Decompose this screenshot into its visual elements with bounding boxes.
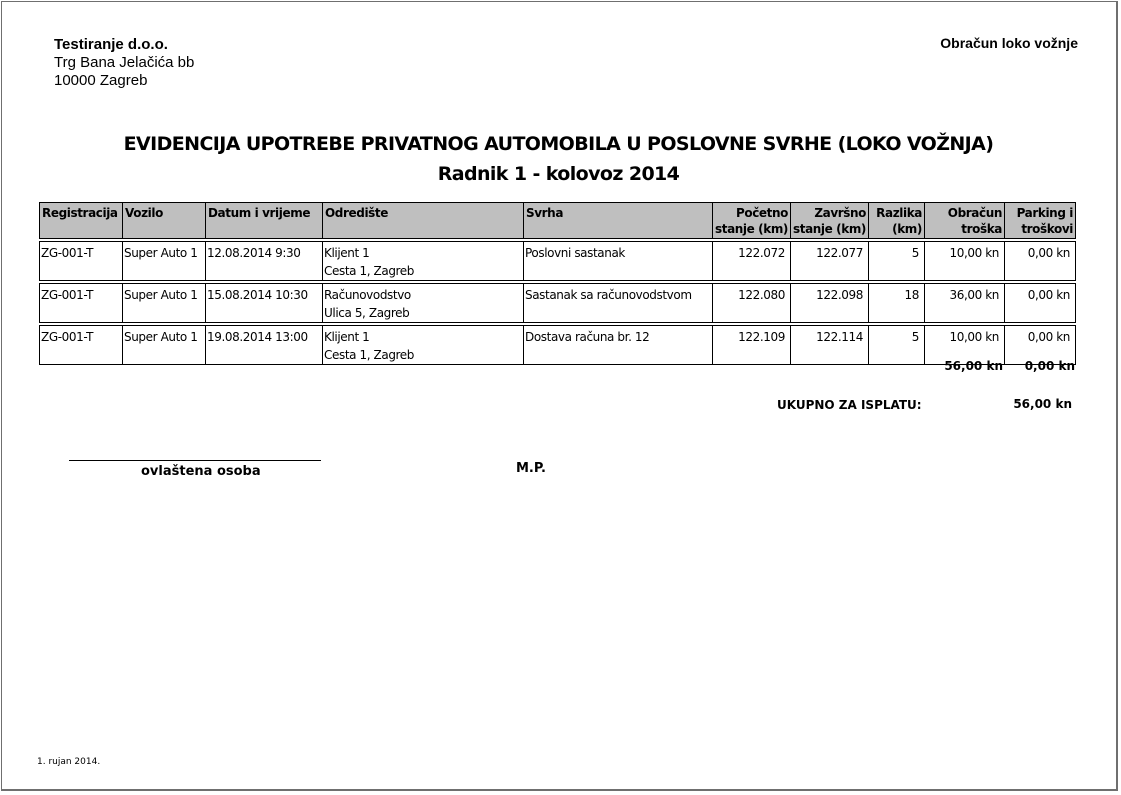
cell-odrediste (322, 325, 523, 365)
payout-label: UKUPNO ZA ISPLATU: (777, 398, 922, 412)
header-razlika-line2: (km) (892, 222, 922, 236)
header-svrha: Svrha (523, 202, 712, 239)
header-parking (1004, 202, 1076, 239)
cell-zavrsno: 122.077 (790, 241, 868, 281)
header-parking-line2: troškovi (1021, 222, 1073, 236)
cell-pocetno: 122.080 (712, 283, 790, 323)
cell-razlika: 5 (868, 325, 924, 365)
header-zavrsno-line1: Završno (814, 206, 866, 220)
cell-vozilo: Super Auto 1 (122, 283, 205, 323)
cell-registracija: ZG-001-T (39, 283, 122, 323)
cell-odrediste-name: Klijent 1 (324, 246, 370, 260)
header-razlika (868, 202, 924, 239)
cell-svrha: Poslovni sastanak (523, 241, 712, 281)
header-pocetno-line2: stanje (km) (715, 222, 789, 236)
cell-razlika: 18 (868, 283, 924, 323)
header-odrediste: Odredište (322, 202, 523, 239)
header-obracun-line1: Obračun (947, 206, 1002, 220)
company-address-line1: Trg Bana Jelačića bb (54, 54, 195, 71)
header-pocetno-line1: Početno (735, 206, 788, 220)
header-zavrsno (790, 202, 868, 239)
cell-registracija: ZG-001-T (39, 325, 122, 365)
total-obracun: 56,00 kn (944, 359, 1003, 373)
document-type: Obračun loko vožnje (940, 35, 1078, 51)
cell-odrediste (322, 241, 523, 281)
table-row (39, 325, 1076, 365)
company-address-line2: 10000 Zagreb (54, 72, 148, 89)
rides-table (39, 202, 1076, 365)
cell-razlika: 5 (868, 241, 924, 281)
company-block (54, 36, 194, 90)
cell-odrediste (322, 283, 523, 323)
header-registracija: Registracija (39, 202, 122, 239)
cell-datum: 19.08.2014 13:00 (205, 325, 322, 365)
header-pocetno (712, 202, 790, 239)
company-name: Testiranje d.o.o. (54, 36, 168, 53)
cell-datum: 15.08.2014 10:30 (205, 283, 322, 323)
report-subtitle: Radnik 1 - kolovoz 2014 (437, 163, 680, 185)
cell-parking: 0,00 kn (1004, 325, 1076, 365)
cell-obracun: 36,00 kn (924, 283, 1004, 323)
footer-date: 1. rujan 2014. (37, 757, 101, 767)
cell-obracun: 10,00 kn (924, 241, 1004, 281)
cell-odrediste-address: Ulica 5, Zagreb (324, 306, 410, 320)
table-row (39, 283, 1076, 323)
header-parking-line1: Parking i (1016, 206, 1073, 220)
cell-parking: 0,00 kn (1004, 283, 1076, 323)
cell-datum: 12.08.2014 9:30 (205, 241, 322, 281)
header-vozilo: Vozilo (122, 202, 205, 239)
cell-odrediste-address: Cesta 1, Zagreb (324, 348, 415, 362)
stamp-label: M.P. (516, 461, 546, 476)
report-title: EVIDENCIJA UPOTREBE PRIVATNOG AUTOMOBILA U POSLOVNE SVRHE (LOKO VOŽNJA) (123, 133, 994, 155)
cell-pocetno: 122.072 (712, 241, 790, 281)
table-header-row (39, 202, 1076, 239)
cell-svrha: Dostava računa br. 12 (523, 325, 712, 365)
header-zavrsno-line2: stanje (km) (793, 222, 867, 236)
cell-obracun: 10,00 kn (924, 325, 1004, 365)
signature-line (69, 460, 321, 461)
header-obracun (924, 202, 1004, 239)
header-razlika-line1: Razlika (876, 206, 922, 220)
cell-zavrsno: 122.098 (790, 283, 868, 323)
total-parking: 0,00 kn (1024, 359, 1075, 373)
cell-odrediste-address: Cesta 1, Zagreb (324, 264, 415, 278)
header-datum: Datum i vrijeme (205, 202, 322, 239)
report-page (1, 1, 1118, 791)
cell-parking: 0,00 kn (1004, 241, 1076, 281)
header-obracun-line2: troška (961, 222, 1002, 236)
payout-value: 56,00 kn (1013, 397, 1072, 411)
cell-zavrsno: 122.114 (790, 325, 868, 365)
cell-vozilo: Super Auto 1 (122, 325, 205, 365)
table-row (39, 241, 1076, 281)
cell-odrediste-name: Klijent 1 (324, 330, 370, 344)
cell-pocetno: 122.109 (712, 325, 790, 365)
cell-odrediste-name: Računovodstvo (324, 288, 411, 302)
cell-svrha: Sastanak sa računovodstvom (523, 283, 712, 323)
cell-registracija: ZG-001-T (39, 241, 122, 281)
signature-label: ovlaštena osoba (141, 464, 261, 479)
cell-vozilo: Super Auto 1 (122, 241, 205, 281)
